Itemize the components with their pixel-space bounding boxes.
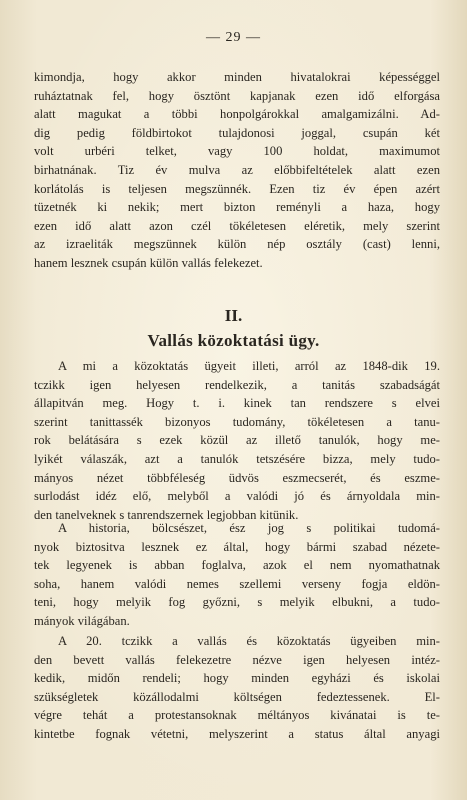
text-line: den tanelveknek s tanrendszernek legjobban kitünik. (34, 507, 299, 522)
text-line: tüzetnék ki nekik; mert bizton reményli a haza, hogy (34, 200, 440, 215)
text-line: hanem lesznek csupán külön vallás felekezet. (34, 255, 263, 270)
text-line: kimondja, hogy akkor minden hivatalokrai képességgel (34, 70, 440, 84)
text-line: kintetbe fognak vétetni, melyszerint a status által anyagi (34, 726, 440, 741)
text-line: A 20. tczikk a vallás és közoktatás ügyeiben min- (58, 634, 440, 648)
text-line: az izraeliták megszünnek külön nép osztály (cast) lenni, (34, 237, 440, 252)
text-line: A mi a közoktatás ügyeit illeti, arról az 1848-dik 19. (58, 359, 440, 373)
paragraph-education (34, 357, 440, 524)
text-line: alatt magukat a többi honpolgárokkal amalgamizálni. Ad- (34, 107, 440, 122)
text-line: volt urbéri telket, vagy 100 holdat, maximumot (34, 144, 440, 159)
text-line: lyikét válaszák, azt a tanulók tetszésére bizza, mely tudo- (34, 451, 440, 466)
paragraph-religion (34, 632, 440, 744)
text-line: soha, hanem valódi nemes szellemi verseny fogja eldön- (34, 576, 440, 591)
text-line: kedik, midőn rendeli; hogy minden egyházi és iskolai (34, 671, 440, 686)
text-line: ezen idő alatt azon czél tökéletesen eléretik, mely szerint (34, 218, 440, 233)
page-number: — 29 — (206, 30, 261, 45)
paragraph-intro (34, 68, 440, 273)
text-line: birhatnának. Tiz év mulva az előbbifeltételek alatt ezen (34, 162, 440, 177)
text-line: rok belátására s ezek közül az illető tanulók, hogy me- (34, 433, 440, 448)
text-line: dig pedig földbirtokot tulajdonosi joggal, csupán két (34, 125, 440, 140)
text-line: szerint tanittassék bizonyos tudomány, tökéletesen a tanu- (34, 414, 440, 429)
text-line: tek legyenek is abban foglalva, azok el nem nyomathatnak (34, 558, 440, 573)
text-line: korlátolás is teljesen megszünnék. Ezen tiz év épen azért (34, 181, 440, 196)
section-number: II. (224, 306, 243, 325)
text-line: nyok biztositva lesznek ez által, hogy bármi szabad nézete- (34, 539, 440, 554)
text-line: szükségletek közállodalmi költségen fedeztessenek. El- (34, 689, 440, 704)
text-line: végre tehát a protestansoknak méltányos kivánatai is te- (34, 708, 440, 723)
text-line: tczikk igen helyesen rendelkezik, a tanitás szabadságát (34, 377, 440, 392)
text-line: mányos nézet többféleség üdvös eszmecserét, és eszme- (34, 470, 440, 485)
section-title: Vallás közoktatási ügy. (147, 331, 320, 350)
text-line: teni, hogy melyik fog győzni, s melyik elbukni, a tudo- (34, 595, 440, 610)
text-line: A historia, bölcsészet, ész jog s politikai tudomá- (58, 521, 440, 535)
text-line: ruháztatnak fel, hogy ösztönt kapjanak ezen idő elforgása (34, 88, 440, 103)
text-line: mányok világában. (34, 613, 130, 628)
text-line: surlodást idéz elő, melyből a valódi jó és árnyoldala min- (34, 489, 440, 504)
paragraph-sciences (34, 519, 440, 631)
text-line: den bevett vallás felekezetre nézve igen helyesen intéz- (34, 652, 440, 667)
text-line: állapitván meg. Hogy t. i. kinek tan rendszere s elvei (34, 396, 440, 411)
